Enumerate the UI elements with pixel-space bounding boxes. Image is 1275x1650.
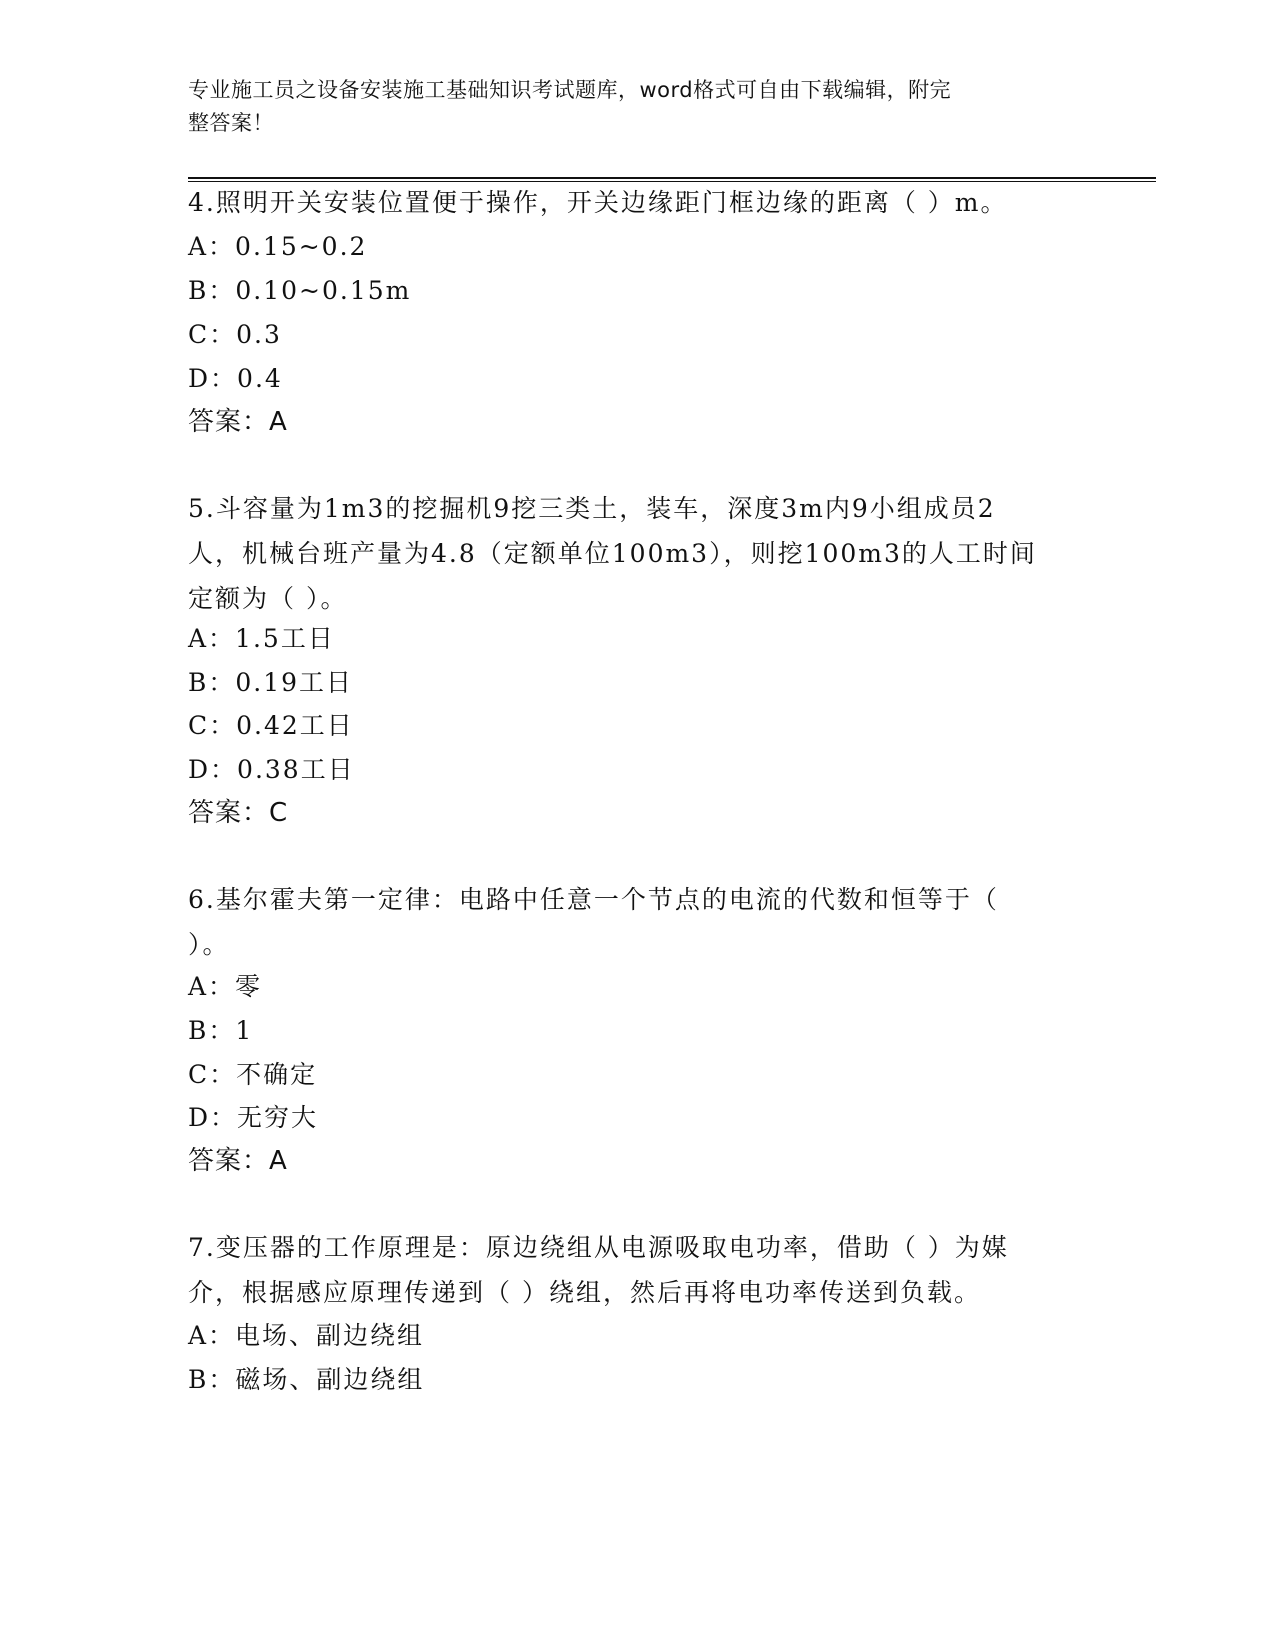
question-5-line-2: 人，机械台班产量为4.8（定额单位100m3），则挖100m3的人工时间 xyxy=(188,539,1037,568)
header-line-1: 专业施工员之设备安装施工基础知识考试题库，word格式可自由下载编辑，附完 xyxy=(188,78,952,102)
question-6-option-a: A：零 xyxy=(188,972,263,1001)
question-5-option-a: A：1.5工日 xyxy=(188,624,335,653)
question-5-option-c: C：0.42工日 xyxy=(188,711,354,740)
question-6-line-2: ）。 xyxy=(188,930,230,959)
question-5-answer: 答案：C xyxy=(188,798,289,828)
question-5-option-b: B：0.19工日 xyxy=(188,668,354,697)
question-4-option-a: A：0.15~0.2 xyxy=(188,232,368,261)
question-5-option-d: D：0.38工日 xyxy=(188,755,355,784)
question-6-option-b: B：1 xyxy=(188,1016,254,1045)
question-5-line-3: 定额为（ ）。 xyxy=(188,584,348,613)
question-5-line-1: 5.斗容量为1m3的挖掘机9挖三类土，装车，深度3m内9小组成员2 xyxy=(188,494,996,523)
question-6-option-d: D：无穷大 xyxy=(188,1103,319,1132)
document-header xyxy=(188,74,1088,140)
question-5-text xyxy=(188,486,1088,621)
question-4-option-d: D：0.4 xyxy=(188,364,283,393)
question-4-option-c: C：0.3 xyxy=(188,320,282,349)
question-6-answer: 答案：A xyxy=(188,1146,288,1176)
question-6-line-1: 6.基尔霍夫第一定律：电路中任意一个节点的电流的代数和恒等于（ xyxy=(188,885,999,914)
question-4-option-b: B：0.10~0.15m xyxy=(188,276,412,305)
question-6-option-c: C：不确定 xyxy=(188,1060,318,1089)
question-7-option-b: B：磁场、副边绕组 xyxy=(188,1365,425,1394)
question-7-option-a: A：电场、副边绕组 xyxy=(188,1321,425,1350)
question-7-text xyxy=(188,1225,1088,1315)
question-4-answer: 答案：A xyxy=(188,407,288,437)
header-line-2: 整答案！ xyxy=(188,111,274,135)
question-7-line-1: 7.变压器的工作原理是：原边绕组从电源吸取电功率，借助（ ）为媒 xyxy=(188,1233,1009,1262)
question-7-line-2: 介，根据感应原理传递到（ ）绕组，然后再将电功率传送到负载。 xyxy=(188,1278,981,1307)
header-divider-thick xyxy=(188,177,1156,179)
question-4-text xyxy=(188,180,1088,225)
question-4-line-1: 4.照明开关安装位置便于操作，开关边缘距门框边缘的距离（ ）m。 xyxy=(188,188,1008,217)
question-6-text xyxy=(188,877,1088,967)
